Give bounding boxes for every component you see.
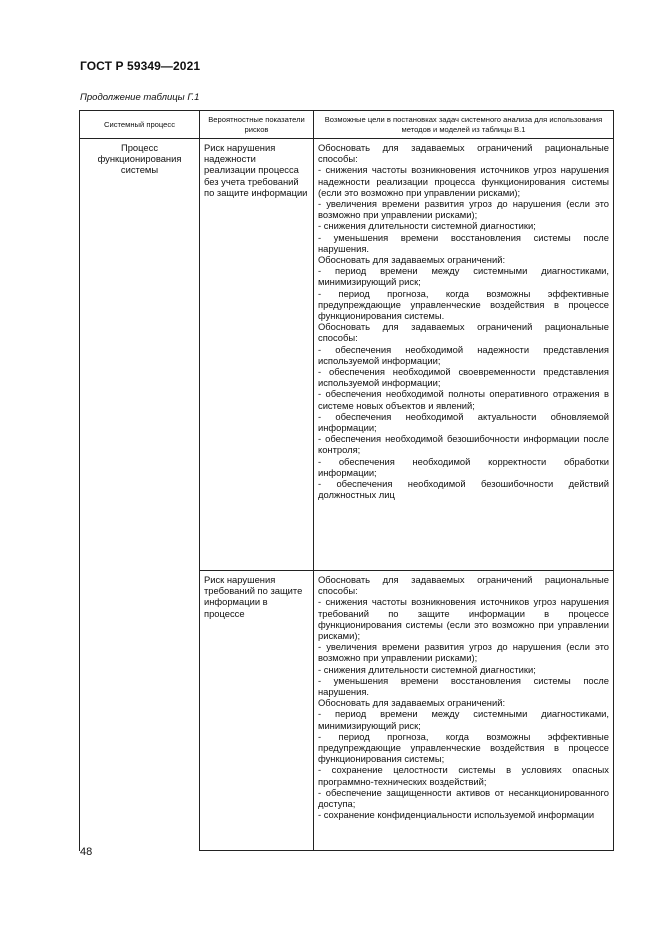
goal-line: - снижения частоты возникновения источников угроз нарушения надежности реализации процесса функционирования системы (если это возможно при управлении рисками);: [318, 164, 609, 198]
goal-line: - снижения длительности системной диагностики;: [318, 220, 536, 232]
goal-line: - обеспечение защищенности активов от несанкционированного доступа;: [318, 786, 609, 810]
goal-line: - период прогноза, когда возможны эффективные предупреждающие управленческие воздействия в процессе функционирования системы.: [318, 287, 609, 322]
goal-line: - обеспечения необходимой полноты оперативного отражения в системе новых объектов и явлений;: [318, 388, 609, 411]
goal-line: - обеспечения необходимой надежности представления используемой информации;: [318, 343, 609, 366]
table-row: [80, 571, 614, 851]
page-number: 48: [80, 846, 93, 858]
goal-line: - период времени между системными диагностиками, минимизирующий риск;: [318, 708, 609, 731]
goals-cell: [314, 139, 614, 571]
header-risk-indicators: Вероятностные показатели рисков: [200, 111, 314, 139]
header-system-process: Системный процесс: [80, 111, 200, 139]
goal-line: - обеспечения необходимой своевременности представления используемой информации;: [318, 366, 609, 389]
goal-line: Обосновать для задаваемых ограничений рациональные способы:: [318, 142, 609, 165]
goal-line: - снижения длительности системной диагностики;: [318, 663, 536, 675]
risk-cell: Риск нарушения требований по защите информации в процессе: [200, 571, 314, 851]
goal-line: Обосновать для задаваемых ограничений рациональные способы:: [318, 574, 609, 597]
goal-line: Обосновать для задаваемых ограничений:: [318, 254, 506, 266]
goal-line: Обосновать для задаваемых ограничений:: [318, 697, 506, 709]
goals-cell: [314, 571, 614, 851]
goal-line: - сохранение конфиденциальности используемой информации: [318, 809, 595, 821]
goal-line: - обеспечения необходимой безошибочности информации после контроля;: [318, 433, 609, 456]
risk-table: [79, 110, 614, 851]
goal-line: - уменьшения времени восстановления системы после нарушения.: [318, 231, 609, 254]
document-code: ГОСТ Р 59349—2021: [80, 59, 201, 73]
goal-line: - обеспечения необходимой корректности обработки информации;: [318, 455, 609, 478]
process-cell-continued: [80, 571, 200, 851]
process-cell: Процесс функционирования системы: [80, 139, 200, 571]
table-header-row: [80, 111, 614, 139]
goal-line: - увеличения времени развития угроз до нарушения (если это возможно при управлении рисками);: [318, 641, 609, 664]
goal-line: - уменьшения времени восстановления системы после нарушения.: [318, 674, 609, 698]
goal-line: - сохранение целостности системы в условиях опасных программно-технических воздействий;: [318, 764, 609, 787]
goal-line: - увеличения времени развития угроз до нарушения (если это возможно при управлении рисками);: [318, 198, 609, 221]
goal-line: - обеспечения необходимой актуальности обновляемой информации;: [318, 410, 609, 434]
goal-line: - период времени между системными диагностиками, минимизирующий риск;: [318, 265, 609, 288]
table-row: [80, 139, 614, 571]
goal-line: Обосновать для задаваемых ограничений рациональные способы:: [318, 321, 609, 344]
header-possible-goals: Возможные цели в постановках задач системного анализа для использования методов и моделей из таблицы В.1: [314, 111, 614, 139]
table-caption: Продолжение таблицы Г.1: [80, 92, 200, 103]
goal-line: - период прогноза, когда возможны эффективные предупреждающие управленческие воздействия в процессе функционирования системы;: [318, 730, 609, 765]
risk-cell: Риск нарушения надежности реализации процесса без учета требований по защите информации: [200, 139, 314, 571]
goal-line: - обеспечения необходимой безошибочности действий должностных лиц: [318, 478, 609, 501]
goal-line: - снижения частоты возникновения источников угроз нарушения требований по защите информации в процессе функционирования системы (если это возможно при управлении рисками);: [318, 596, 609, 642]
